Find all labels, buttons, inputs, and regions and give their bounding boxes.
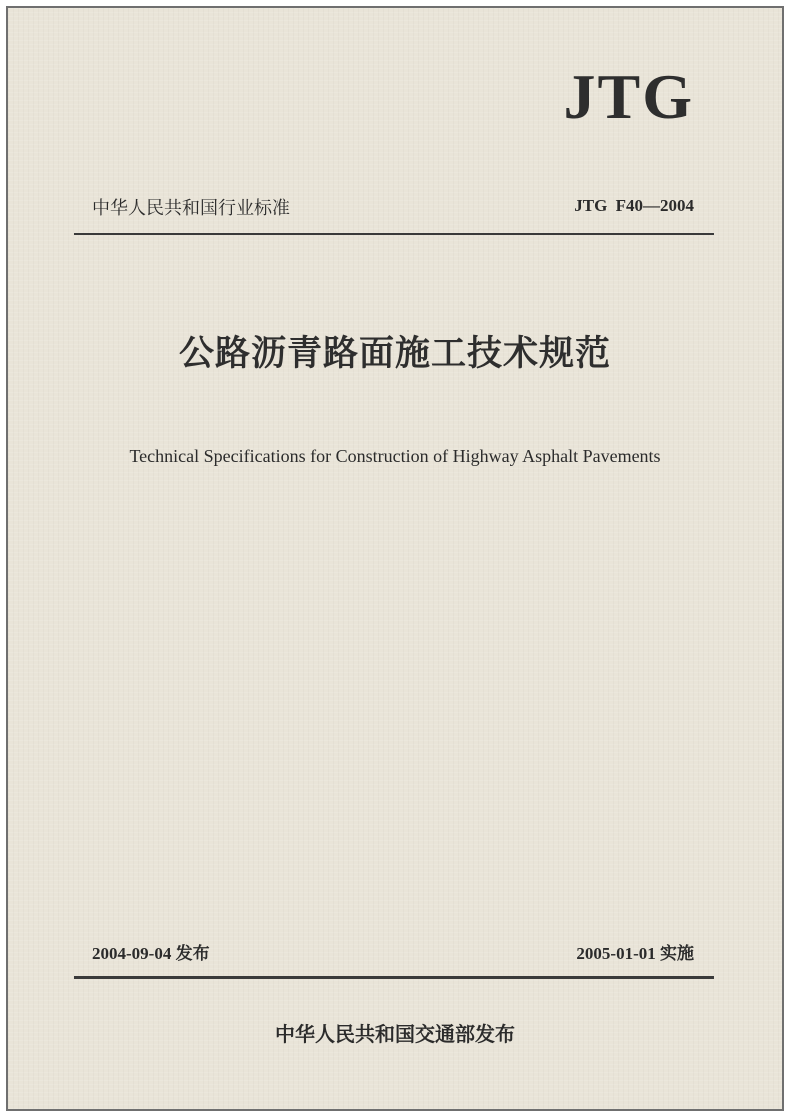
implementation-date-line xyxy=(576,939,694,964)
title-english: Technical Specifications for Construction of Highway Asphalt Pavements xyxy=(129,446,661,466)
standard-category-label: 中华人民共和国行业标准 xyxy=(92,198,290,219)
standard-code: JTG F40—2004 xyxy=(574,196,694,215)
bottom-divider xyxy=(74,976,714,979)
implementation-label: 实施 xyxy=(660,944,694,964)
title-chinese: 公路沥青路面施工技术规范 xyxy=(178,334,611,374)
issue-label: 发布 xyxy=(175,944,210,964)
issue-date: 2004-09-04 xyxy=(92,944,172,963)
standard-cover xyxy=(6,6,784,1111)
issue-date-line xyxy=(92,939,210,964)
top-divider xyxy=(74,233,714,235)
jtg-logo: JTG xyxy=(563,61,694,132)
publisher: 中华人民共和国交通部发布 xyxy=(275,1022,515,1046)
implementation-date: 2005-01-01 xyxy=(576,944,656,963)
